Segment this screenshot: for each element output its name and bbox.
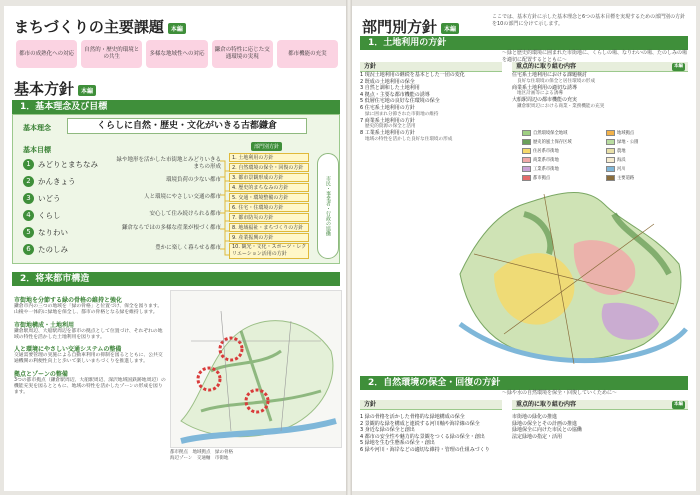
struct-para: 鎌倉市内の三つの地域を「緑の骨格」と位置づけ、保全を図ります。山稜や一体的に緑地を保全し、都市の骨格となる緑を維持します。 <box>14 304 163 316</box>
ks-item: 商業系土地利用の適切な誘導 <box>512 84 578 91</box>
structure-map <box>170 290 342 448</box>
issues-title: まちづくりの主要課題 本編 <box>14 16 186 37</box>
env-list <box>360 414 510 454</box>
policy-badge: 本編 <box>78 85 96 96</box>
landuse-item: 7 商業系土地利用の方針 <box>360 117 415 124</box>
legend-item: 歴史的風土保存区域 <box>522 139 572 145</box>
struct-heading: 拠点とゾーンの整備 <box>14 370 68 378</box>
landuse-sub: 緑に囲まれ分節された市街地の維持 <box>365 111 439 117</box>
env-ks-list <box>512 414 690 440</box>
goal-4: 4 くらし <box>23 208 61 222</box>
rinen-label: 基本理念 <box>23 124 51 132</box>
goal-5: 5 なりわい <box>23 225 68 239</box>
env-item: 1 緑の骨格を活かした骨格的な緑地構成の保全 <box>360 414 465 420</box>
issue-pill: 多様な地域性への対応 <box>146 40 207 68</box>
struct-heading: 人と環境にやさしい交通システムの整備 <box>14 346 122 354</box>
issues-row <box>16 40 338 68</box>
env-item: 4 都市の安全性や魅力的な景観をつくる緑の保全・創出 <box>360 433 485 440</box>
legend-item: 商業系市街地 <box>522 157 559 163</box>
landuse-item: 2 既成の土地利用の保全 <box>360 78 415 85</box>
landuse-legend <box>518 128 690 248</box>
legend-item: 都市拠点 <box>522 175 550 181</box>
landuse-subline: ～緑と歴史的環境に囲まれた市街地に、くらしの場、なりわいの場、たのしみの場を適切に配置するとともに～ <box>502 50 688 63</box>
structure-legend: 都市拠点 地域拠点 緑の骨格 海辺ゾーン 交通軸 市街地 <box>170 450 233 461</box>
policy-title: 基本方針 本編 <box>14 78 96 99</box>
basic-policy-box <box>12 114 340 264</box>
goal-desc-3: 人と環境にやさしい交通の都市 <box>143 194 221 200</box>
legend-item: 海浜 <box>606 157 626 163</box>
hoshin-item: 5. 交通・環境整備の方針 <box>229 193 309 202</box>
legend-item: 地域拠点 <box>606 130 634 136</box>
hoshin-item: 3. 都市景観形成の方針 <box>229 173 309 182</box>
goal-desc-5: 鎌倉ならではの多様な産業が根づく都市 <box>122 225 221 231</box>
struct-para: 鎌倉駅周辺、大船駅周辺を都市の拠点として位置づけ、それぞれの地域の特性を活かした土地利用を図ります。 <box>14 328 163 340</box>
section-bar-1: 1．基本理念及び目標 <box>12 100 340 114</box>
goal-desc-6: 豊かに楽しく暮らせる都市 <box>155 245 221 251</box>
hoshin-item: 8. 地域福祉・まちづくりの方針 <box>229 223 309 232</box>
goal-6: 6 たのしみ <box>23 242 68 256</box>
left-page <box>4 6 346 491</box>
policy-col-head: 方針 <box>360 62 502 72</box>
landuse-sub: 歴史的資源の保全と活用 <box>365 124 416 130</box>
legend-item: 住居系市街地 <box>522 148 559 154</box>
env-item: 5 緑地を生む生態系の保全・創出 <box>360 440 435 447</box>
env-ks-item: 緑地の保全とその計画の推進 <box>512 420 578 427</box>
hoshin-item: 6. 住宅・住環境の方針 <box>229 203 309 212</box>
struct-heading: 市街地を分節する緑の骨格の維持と強化 <box>14 297 123 304</box>
landuse-sub: 地域の特性を活かした良好な住環境の形成 <box>365 136 453 142</box>
env-policy-head: 方針 <box>360 400 502 410</box>
ks-item: 住宅系土地利用における課題検討 <box>512 72 588 78</box>
issue-pill: 自然的・歴史的環境との共生 <box>81 40 142 68</box>
structure-text <box>14 292 166 486</box>
title-badge: 本編 <box>168 23 186 34</box>
intro-text: ここでは、基本方針に示した基本理念と6つの基本目標を実現するための部門別の方針を10の部門に分けて示します。 <box>492 14 686 27</box>
collaboration-pill: 市民・事業者・行政の協働 <box>317 153 339 259</box>
goal-3: 3 いどう <box>23 191 61 205</box>
landuse-item: 5 低層住宅地の良好な住環境の保全 <box>360 98 440 105</box>
landuse-item: 4 拠点・主要な都市機能の誘導 <box>360 91 430 98</box>
env-ks-item: 法定緑地の指定・活用 <box>512 433 563 440</box>
ks-col-head: 重点的に取り組む内容 本編 <box>512 62 688 72</box>
sectoral-title: 部門別方針 本編 <box>362 16 459 37</box>
goal-2: 2 かんきょう <box>23 174 76 188</box>
ks-list <box>512 72 690 110</box>
section-bar-2: 2．将来都市構造 <box>12 272 340 286</box>
goal-desc-2: 環境負荷の少ない都市 <box>165 177 221 183</box>
right-page <box>352 6 696 491</box>
sectoral-badge: 本編 <box>441 23 459 34</box>
hoshin-item: 10. 観光・文化・スポーツ・レクリエーション活用の方針 <box>229 243 309 259</box>
hoshin-item: 2. 自然環境の保全・回復の方針 <box>229 163 309 172</box>
landuse-item: 6 住宅系土地利用の方針 <box>360 104 415 111</box>
issue-pill: 都市の成熟化への対応 <box>16 40 77 68</box>
hoshin-item: 9. 産業振興の方針 <box>229 233 309 242</box>
struct-para: 3つの都市拠点（鎌倉駅周辺、大船駅周辺、深沢地域国鉄跡地周辺）の機能充実を図るとともに、地域の特性を活かしたゾーンの形成を図ります。 <box>14 377 166 396</box>
env-item: 3 身近な緑の保全と創出 <box>360 427 415 434</box>
mokuhyo-label: 基本目標 <box>23 146 51 154</box>
goal-desc-1: 緑や地形を活かした市街地とみどりいきるまちの形成 <box>116 157 221 170</box>
section-bar-landuse: 1．土地利用の方針 <box>360 36 688 50</box>
legend-item: 緑地・公園 <box>606 139 638 145</box>
rinen-statement: くらしに自然・歴史・文化がいきる古都鎌倉 <box>67 118 307 134</box>
ks-item: 大船駅周辺の都市機能の充実 <box>512 97 578 104</box>
legend-item: 自然環境保全地域 <box>522 130 567 136</box>
goal-desc-4: 安心して住み続けられる都市 <box>149 211 221 217</box>
hoshin-item: 1. 土地利用の方針 <box>229 153 309 162</box>
legend-item: 農地 <box>606 148 626 154</box>
env-item: 6 緑や河川・海岸などの適切な維持・管理の仕組みづくり <box>360 446 490 453</box>
landuse-item: 1 現況土地利用の継続を基本とした一団の変化 <box>360 72 465 78</box>
env-ks-item: 市街地の緑化の推進 <box>512 414 558 420</box>
section-bar-environment: 2．自然環境の保全・回復の方針 <box>360 376 688 390</box>
legend-item: 工業系市街地 <box>522 166 559 172</box>
legend-item: 主要道路 <box>606 175 634 181</box>
structure-map-drawing <box>171 291 343 449</box>
struct-heading: 市街地構成・土地利用 <box>14 321 75 329</box>
issue-pill: 都市機能の充実 <box>277 40 338 68</box>
legend-item: 河川 <box>606 166 626 172</box>
environment-subline: ～緑や水の自然環境を保全・回復していくために～ <box>502 390 618 396</box>
ks-sub: 地区計画等による誘導 <box>517 91 563 97</box>
landuse-item: 8 工業系土地利用の方針 <box>360 130 415 137</box>
issue-pill: 鎌倉の特性に応じた交通環境の実現 <box>212 40 273 68</box>
env-ks-item: 緑地保全に向けた市民との協働 <box>512 427 583 434</box>
landuse-item: 3 自然と調和した土地利用 <box>360 85 420 92</box>
struct-para: 交通需要管理の実施による自動車利用の抑制を図るとともに、公共交通機関の利便性向上と歩いて楽しいまちづくりを推進します。 <box>14 353 163 365</box>
env-ks-head: 重点的に取り組む内容 本編 <box>512 400 688 410</box>
env-item: 2 景観的な緑を構成と連続する河川軸や海岸線の保全 <box>360 420 480 427</box>
sectoral-tab: 部門別方針 <box>251 142 282 151</box>
hoshin-item: 4. 歴史的まちなみの方針 <box>229 183 309 192</box>
ks-sub: 鎌倉駅周辺における商業・業務機能の充実 <box>517 103 605 109</box>
goal-1: 1 みどりとまちなみ <box>23 157 98 171</box>
hoshin-item: 7. 都市防災の方針 <box>229 213 309 222</box>
ks-sub: 良好な住環境の保全と居住環境の形成 <box>517 78 596 84</box>
